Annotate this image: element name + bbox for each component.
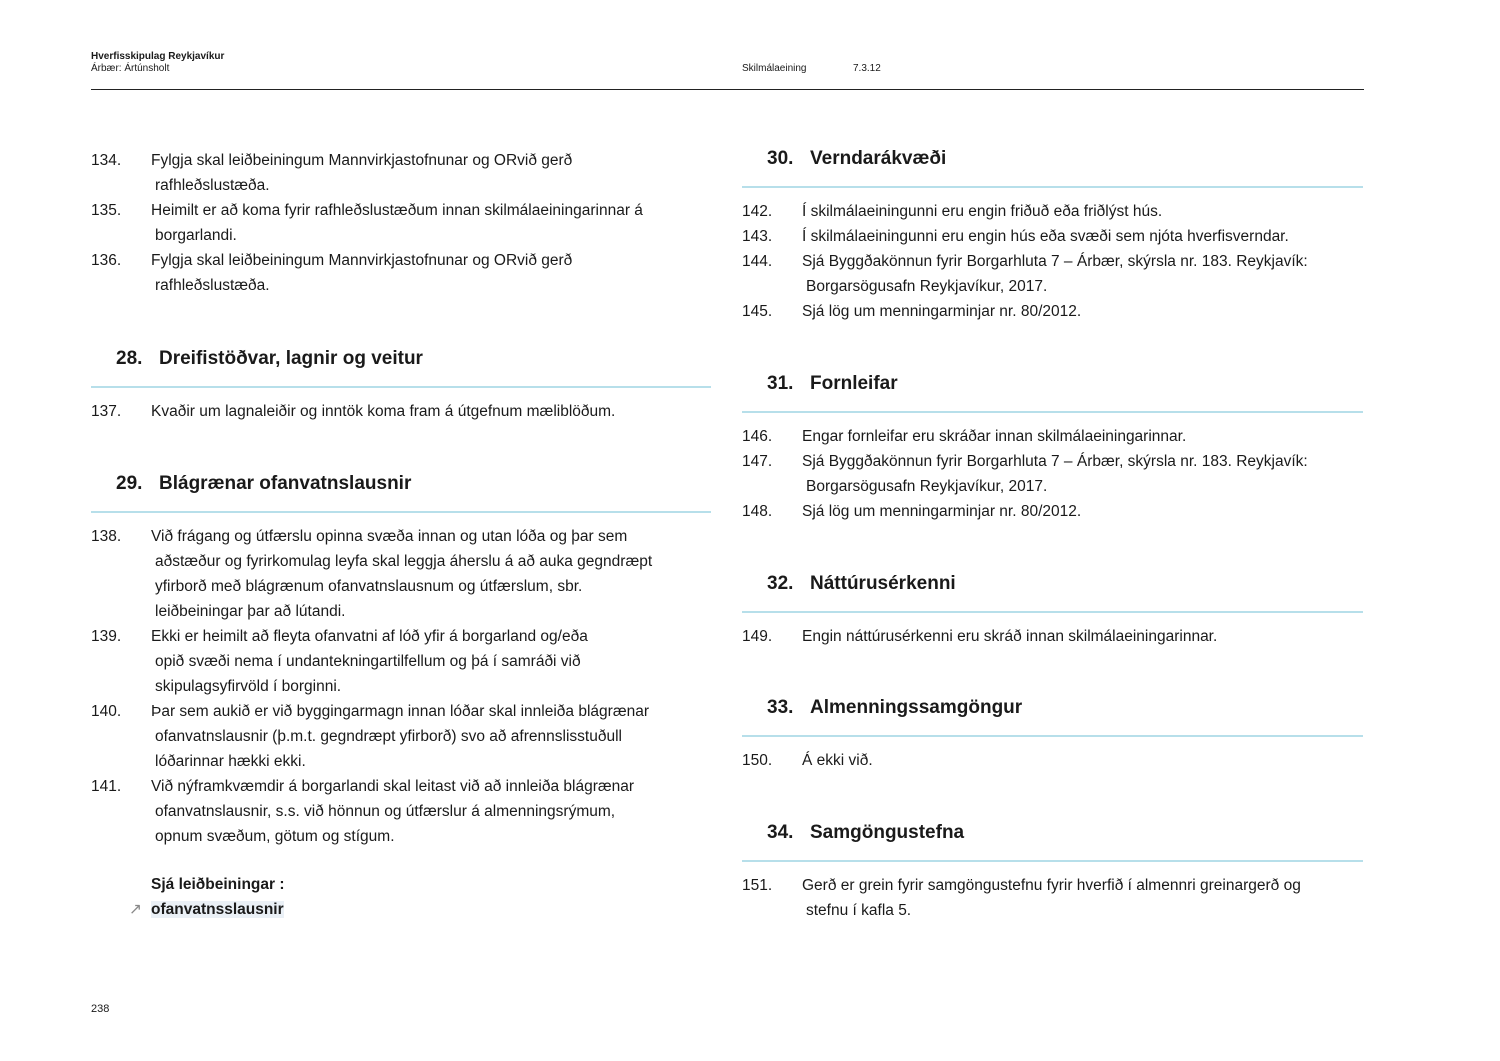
section-divider <box>91 511 711 513</box>
item-number: 141. <box>91 778 122 795</box>
item-text-line: opið svæði nema í undantekningartilfellum og þá í samráði við <box>155 653 581 670</box>
item-number: 134. <box>91 152 122 169</box>
list-item <box>91 248 711 298</box>
item-number: 136. <box>91 252 122 269</box>
item-text <box>802 299 1081 324</box>
list-item <box>91 148 711 198</box>
item-number: 150. <box>742 752 773 769</box>
list-item <box>91 624 711 699</box>
item-text <box>151 699 649 774</box>
item-text <box>802 499 1081 524</box>
section-heading-number: 32. <box>767 573 794 594</box>
list-item <box>91 774 711 849</box>
list-item <box>742 299 1363 324</box>
section-heading-text: Samgöngustefna <box>810 822 965 843</box>
item-text-line: Kvaðir um lagnaleiðir og inntök koma fram á útgefnum mæliblöðum. <box>151 403 616 420</box>
item-text-line: skipulagsyfirvöld í borginni. <box>155 678 342 695</box>
item-number: 144. <box>742 253 773 270</box>
item-text <box>151 198 643 248</box>
item-text-line: aðstæður og fyrirkomulag leyfa skal leggja áherslu á að auka gegndræpt <box>155 553 653 570</box>
item-text-line: leiðbeiningar þar að lútandi. <box>155 603 346 620</box>
item-text <box>802 424 1186 449</box>
see-also <box>129 872 285 922</box>
item-text-line: Sjá Byggðakönnun fyrir Borgarhluta 7 – Árbær, skýrsla nr. 183. Reykjavík: <box>802 453 1308 470</box>
section-divider <box>742 860 1363 862</box>
item-text <box>151 248 572 298</box>
section <box>742 146 1363 324</box>
section <box>91 346 711 424</box>
section-heading-number: 28. <box>116 348 143 369</box>
item-text-line: ofanvatnslausnir (þ.m.t. gegndræpt yfirborð) svo að afrennslisstuðull <box>155 728 622 745</box>
item-number: 149. <box>742 628 773 645</box>
arrow-up-right-icon: ↗ <box>129 901 142 918</box>
section-heading-number: 29. <box>116 473 143 494</box>
section-heading-text: Verndarákvæði <box>810 148 947 169</box>
item-text-line: Fylgja skal leiðbeiningum Mannvirkjastofnunar og ORvið gerð <box>151 252 573 269</box>
section-heading-number: 30. <box>767 148 794 169</box>
list-item <box>742 249 1363 299</box>
item-number: 143. <box>742 228 773 245</box>
see-also-label: Sjá leiðbeiningar : <box>151 876 285 893</box>
item-text-line: Þar sem aukið er við byggingarmagn innan lóðar skal innleiða blágrænar <box>151 703 650 720</box>
section-heading <box>742 695 1363 721</box>
section-divider <box>742 611 1363 613</box>
item-number: 139. <box>91 628 122 645</box>
section-heading <box>742 371 1363 397</box>
section <box>742 695 1363 773</box>
item-number: 137. <box>91 403 122 420</box>
item-text <box>802 449 1308 499</box>
list-item <box>742 873 1363 923</box>
item-number: 138. <box>91 528 122 545</box>
section-divider <box>742 186 1363 188</box>
section-divider <box>742 411 1363 413</box>
item-text <box>151 399 615 424</box>
page-number: 238 <box>91 1003 110 1015</box>
section-code: 7.3.12 <box>853 63 881 74</box>
list-item <box>742 424 1363 449</box>
section-heading-number: 33. <box>767 697 794 718</box>
item-text-line: Borgarsögusafn Reykjavíkur, 2017. <box>806 278 1048 295</box>
document-subtitle: Árbær: Ártúnsholt <box>91 63 170 74</box>
item-text-line: Engin náttúrusérkenni eru skráð innan skilmálaeiningarinnar. <box>802 628 1218 645</box>
item-text <box>802 199 1162 224</box>
list-item <box>742 624 1363 649</box>
list-item <box>742 449 1363 499</box>
item-text-line: borgarlandi. <box>155 227 237 244</box>
item-text-line: Heimilt er að koma fyrir rafhleðslustæðum innan skilmálaeiningarinnar á <box>151 202 643 219</box>
item-text <box>802 224 1289 249</box>
item-text <box>802 873 1301 923</box>
item-text-line: Í skilmálaeiningunni eru engin hús eða svæði sem njóta hverfisverndar. <box>802 228 1289 245</box>
section <box>742 820 1363 923</box>
item-number: 146. <box>742 428 773 445</box>
item-text <box>151 524 652 624</box>
item-text <box>151 148 572 198</box>
section-heading-text: Náttúrusérkenni <box>810 573 956 594</box>
item-number: 135. <box>91 202 122 219</box>
item-text-line: Ekki er heimilt að fleyta ofanvatni af lóð yfir á borgarland og/eða <box>151 628 588 645</box>
section-heading-text: Fornleifar <box>810 373 898 394</box>
item-text-line: opnum svæðum, götum og stígum. <box>155 828 395 845</box>
item-text-line: Við frágang og útfærslu opinna svæða innan og utan lóða og þar sem <box>151 528 628 545</box>
item-text-line: ofanvatnslausnir, s.s. við hönnun og útfærslur á almenningsrýmum, <box>155 803 616 820</box>
item-text-line: rafhleðslustæða. <box>155 177 270 194</box>
see-also-link[interactable]: ofanvatnsslausnir <box>151 901 284 918</box>
section <box>91 471 711 849</box>
item-number: 140. <box>91 703 122 720</box>
item-text-line: Gerð er grein fyrir samgöngustefnu fyrir hverfið í almennri greinargerð og <box>802 877 1301 894</box>
list-item <box>91 524 711 624</box>
item-text-line: Við nýframkvæmdir á borgarlandi skal leitast við að innleiða blágrænar <box>151 778 635 795</box>
section-heading <box>91 471 711 497</box>
section-heading-text: Blágrænar ofanvatnslausnir <box>159 473 412 494</box>
item-text-line: Fylgja skal leiðbeiningum Mannvirkjastofnunar og ORvið gerð <box>151 152 573 169</box>
list-item <box>742 224 1363 249</box>
section-label: Skilmálaeining <box>742 63 807 74</box>
list-item <box>91 699 711 774</box>
section-divider <box>91 386 711 388</box>
list-item <box>91 198 711 248</box>
item-number: 147. <box>742 453 773 470</box>
item-number: 148. <box>742 503 773 520</box>
item-text-line: Í skilmálaeiningunni eru engin friðuð eða friðlýst hús. <box>802 203 1163 220</box>
item-text <box>802 624 1217 649</box>
item-text-line: rafhleðslustæða. <box>155 277 270 294</box>
section-heading-number: 34. <box>767 822 794 843</box>
section-heading <box>91 346 711 372</box>
header-divider <box>91 89 1364 90</box>
section-heading <box>742 820 1363 846</box>
section <box>742 571 1363 649</box>
section <box>742 371 1363 524</box>
item-number: 151. <box>742 877 773 894</box>
section-heading <box>742 571 1363 597</box>
list-item <box>742 199 1363 224</box>
item-text <box>802 249 1308 299</box>
item-text <box>151 774 634 849</box>
item-text-line: Sjá lög um menningarminjar nr. 80/2012. <box>802 503 1082 520</box>
item-text-line: yfirborð með blágrænum ofanvatnslausnum og útfærslum, sbr. <box>155 578 583 595</box>
section-heading <box>742 146 1363 172</box>
section-divider <box>742 735 1363 737</box>
item-number: 142. <box>742 203 773 220</box>
item-text-line: stefnu í kafla 5. <box>806 902 912 919</box>
item-text-line: Sjá Byggðakönnun fyrir Borgarhluta 7 – Árbær, skýrsla nr. 183. Reykjavík: <box>802 253 1308 270</box>
item-text <box>802 748 873 773</box>
item-text-line: Borgarsögusafn Reykjavíkur, 2017. <box>806 478 1048 495</box>
section-heading-number: 31. <box>767 373 794 394</box>
item-text <box>151 624 588 699</box>
section-heading-text: Almenningssamgöngur <box>810 697 1023 718</box>
list-item <box>91 399 711 424</box>
item-number: 145. <box>742 303 773 320</box>
document-title: Hverfisskipulag Reykjavíkur <box>91 51 225 62</box>
item-text-line: Sjá lög um menningarminjar nr. 80/2012. <box>802 303 1082 320</box>
item-text-line: Á ekki við. <box>802 752 873 769</box>
list-item <box>742 499 1363 524</box>
item-text-line: Engar fornleifar eru skráðar innan skilmálaeiningarinnar. <box>802 428 1187 445</box>
section-heading-text: Dreifistöðvar, lagnir og veitur <box>159 348 423 369</box>
section <box>91 148 711 298</box>
item-text-line: lóðarinnar hækki ekki. <box>155 753 306 770</box>
list-item <box>742 748 1363 773</box>
